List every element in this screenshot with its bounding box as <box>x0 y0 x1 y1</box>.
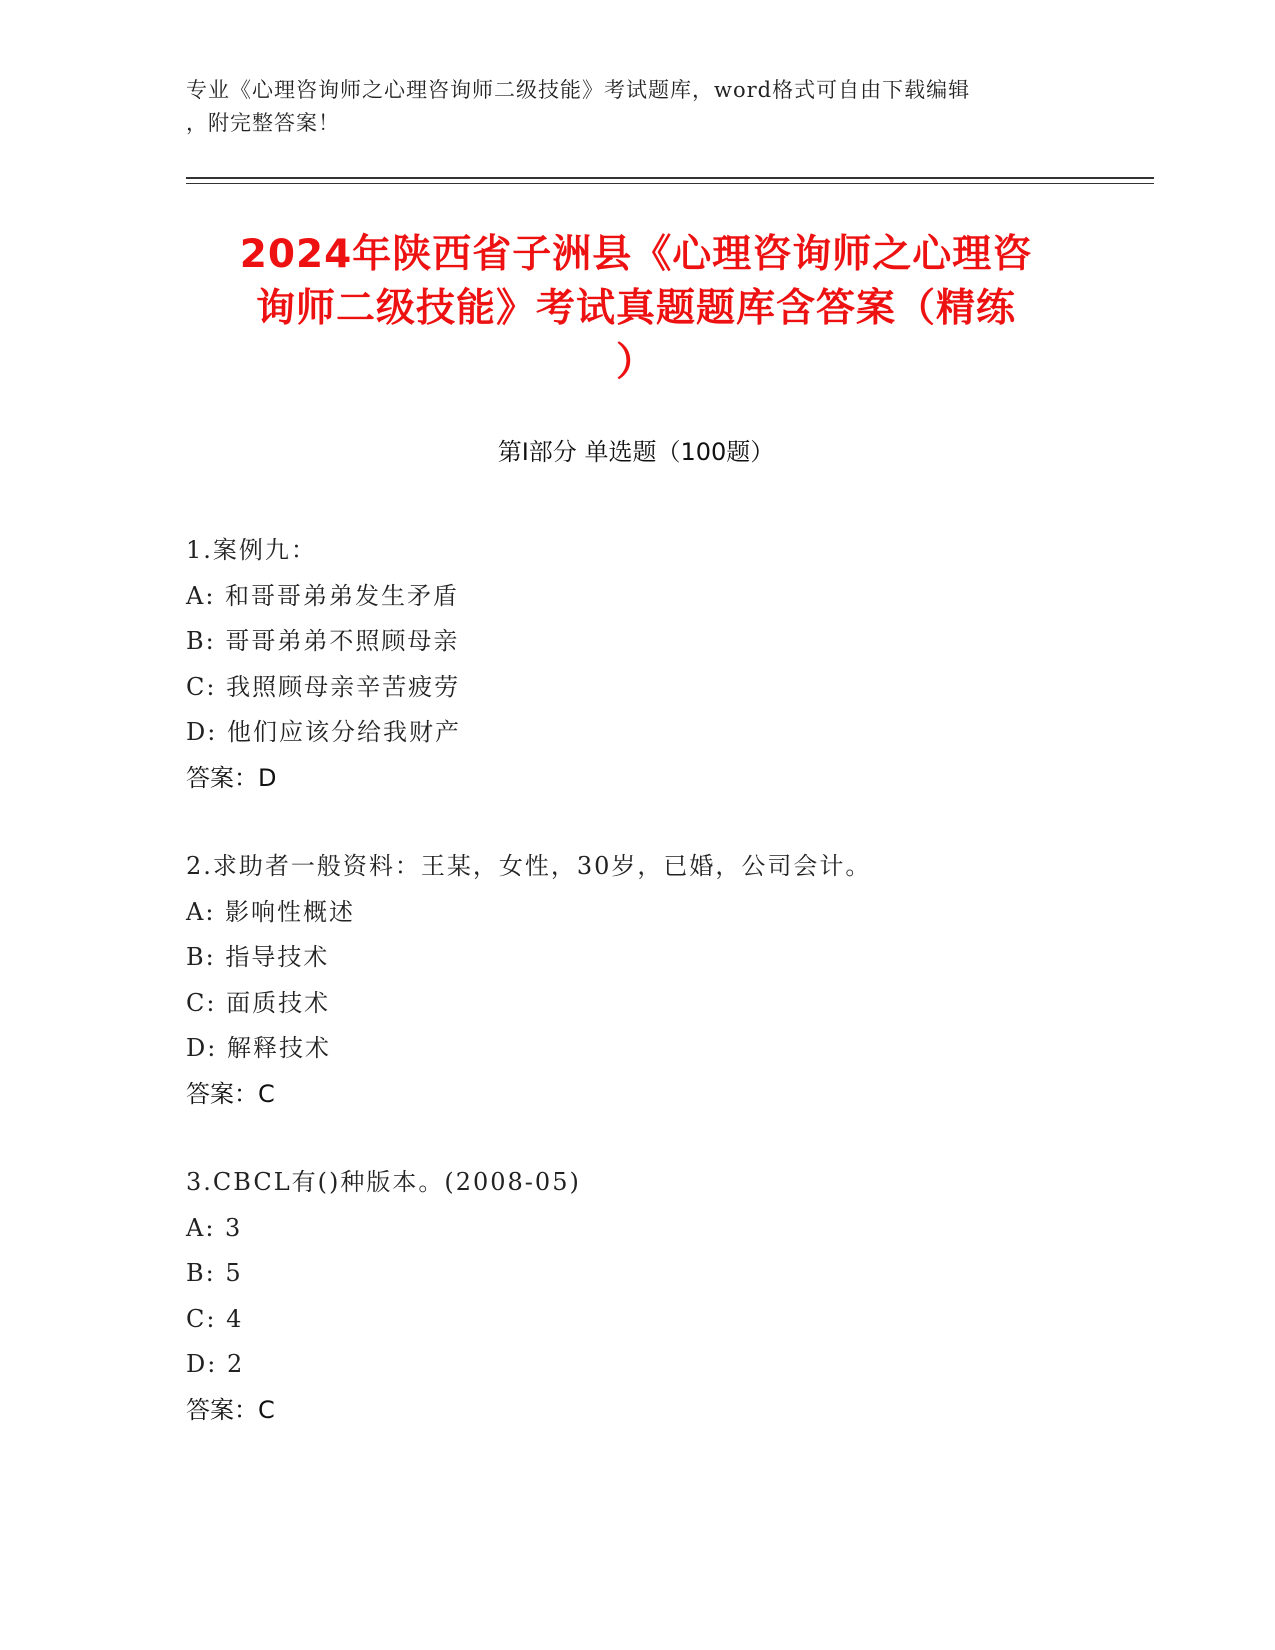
header-note-line-1: 专业《心理咨询师之心理咨询师二级技能》考试题库，word格式可自由下载编辑 <box>186 78 971 102</box>
document-title <box>186 228 1086 390</box>
option-a: A: 3 <box>186 1213 243 1242</box>
option-d: D: 他们应该分给我财产 <box>186 718 461 746</box>
section-title: 第I部分 单选题（100题） <box>497 438 775 466</box>
option-b: B: 指导技术 <box>186 943 330 971</box>
header-divider-thick <box>186 177 1154 179</box>
option-b: B: 哥哥弟弟不照顾母亲 <box>186 627 460 655</box>
answer-line: 答案：D <box>186 763 277 792</box>
option-d: D: 2 <box>186 1350 245 1378</box>
document-title-line-3: ） <box>615 340 656 385</box>
option-b: B: 5 <box>186 1259 243 1287</box>
question-item <box>186 528 1146 801</box>
question-item <box>186 844 1146 1117</box>
option-a: A: 影响性概述 <box>186 897 356 926</box>
header-note <box>186 74 1086 140</box>
option-c: C: 我照顾母亲辛苦疲劳 <box>186 672 461 701</box>
option-d: D: 解释技术 <box>186 1034 331 1062</box>
question-list <box>186 528 1146 1476</box>
question-stem: 3.CBCL有()种版本。(2008-05) <box>186 1168 581 1196</box>
question-stem: 1.案例九： <box>186 536 317 564</box>
option-c: C: 4 <box>186 1304 244 1333</box>
document-title-line-1: 2024年陕西省子洲县《心理咨询师之心理咨 <box>239 232 1033 277</box>
header-divider-thin <box>186 183 1154 184</box>
answer-line: 答案：C <box>186 1079 275 1108</box>
option-c: C: 面质技术 <box>186 988 331 1017</box>
option-a: A: 和哥哥弟弟发生矛盾 <box>186 581 460 610</box>
question-stem: 2.求助者一般资料：王某，女性，30岁，已婚，公司会计。 <box>186 852 872 880</box>
header-note-line-2: ，附完整答案！ <box>186 111 340 135</box>
document-title-line-2: 询师二级技能》考试真题题库含答案（精练 <box>255 286 1016 331</box>
question-item <box>186 1160 1146 1433</box>
answer-line: 答案：C <box>186 1395 275 1424</box>
